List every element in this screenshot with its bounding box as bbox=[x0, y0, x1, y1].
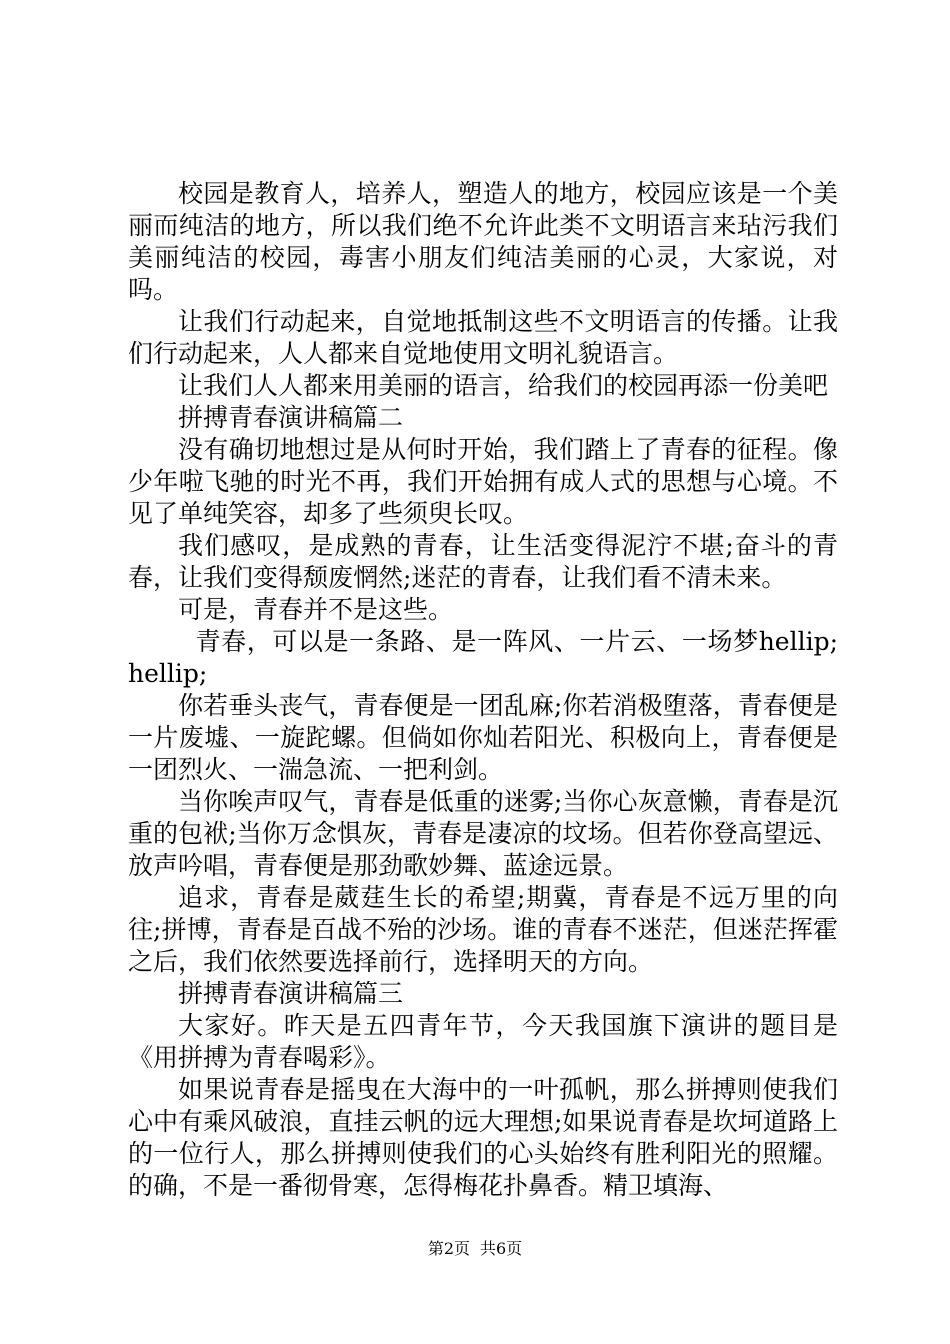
body-text bbox=[128, 178, 838, 1202]
paragraph: 大家好。昨天是五四青年节，今天我国旗下演讲的题目是《用拼搏为青春喝彩》。 bbox=[128, 1011, 838, 1072]
paragraph: 可是，青春并不是这些。 bbox=[178, 595, 454, 624]
section-heading: 拼搏青春演讲稿篇二 bbox=[178, 403, 404, 432]
paragraph: 校园是教育人，培养人，塑造人的地方，校园应该是一个美丽而纯洁的地方，所以我们绝不允许此类不文明语言来玷污我们美丽纯洁的校园，毒害小朋友们纯洁美丽的心灵，大家说，对吗。 bbox=[128, 179, 838, 304]
paragraph: 当你唉声叹气，青春是低重的迷雾;当你心灰意懒，青春是沉重的包袱;当你万念惧灰，青春是凄凉的坟场。但若你登高望远、放声吟唱，青春便是那劲歌妙舞、蓝途远景。 bbox=[128, 787, 838, 880]
paragraph: 青春，可以是一条路、是一阵风、一片云、一场梦hellip;hellip; bbox=[128, 627, 838, 688]
paragraph: 你若垂头丧气，青春便是一团乱麻;你若消极堕落，青春便是一片废墟、一旋跎螺。但倘如你灿若阳光、积极向上，青春便是一团烈火、一湍急流、一把利剑。 bbox=[128, 691, 838, 784]
paragraph: 我们感叹，是成熟的青春，让生活变得泥泞不堪;奋斗的青春，让我们变得颓废惘然;迷茫的青春，让我们看不清未来。 bbox=[128, 531, 838, 592]
paragraph: 追求，青春是葳莛生长的希望;期冀，青春是不远万里的向往;拼博，青春是百战不殆的沙场。谁的青春不迷茫，但迷茫挥霍之后，我们依然要选择前行，选择明天的方向。 bbox=[128, 883, 838, 976]
paragraph: 让我们行动起来，自觉地抵制这些不文明语言的传播。让我们行动起来，人人都来自觉地使用文明礼貌语言。 bbox=[128, 307, 838, 368]
page-total: 共6页 bbox=[480, 1239, 523, 1258]
paragraph: 让我们人人都来用美丽的语言，给我们的校园再添一份美吧 bbox=[178, 371, 829, 400]
paragraph: 没有确切地想过是从何时开始，我们踏上了青春的征程。像少年啦飞驰的时光不再，我们开始拥有成人式的思想与心境。不见了单纯笑容，却多了些须臾长叹。 bbox=[128, 435, 838, 528]
page-footer bbox=[0, 1239, 950, 1259]
page-number: 第2页 bbox=[427, 1239, 470, 1258]
section-heading: 拼搏青春演讲稿篇三 bbox=[178, 979, 404, 1008]
paragraph: 如果说青春是摇曳在大海中的一叶孤帆，那么拼搏则使我们心中有乘风破浪，直挂云帆的远大理想;如果说青春是坎坷道路上的一位行人，那么拼搏则使我们的心头始终有胜利阳光的照耀。的确，不是一番彻骨寒，怎得梅花扑鼻香。精卫填海、 bbox=[128, 1075, 838, 1200]
